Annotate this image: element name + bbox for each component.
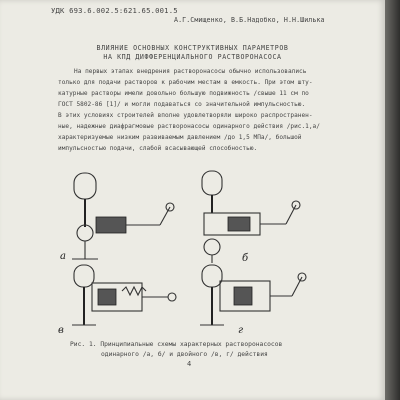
scheme-g (200, 265, 306, 336)
scheme-b (202, 171, 300, 264)
body-line: На первых этапах внедрения растворонасосы обычно использовались (74, 68, 307, 75)
figure-label-a: а (60, 251, 66, 262)
body-line: импульсностью подачи, слабой всасывающей способностью. (58, 145, 258, 152)
body-line: только для подачи растворов к рабочим местам в емкость. При этом шту- (58, 79, 313, 86)
page-number: 4 (187, 360, 192, 368)
figure-caption-line-1: Рис. 1. Принципиальные схемы характерных растворонасосов (70, 341, 283, 348)
title-line-1: ВЛИЯНИЕ ОСНОВНЫХ КОНСТРУКТИВНЫХ ПАРАМЕТРОВ (96, 44, 289, 52)
body-line: В этих условиях строителей вполне удовлетворяли широко распространен- (58, 112, 313, 119)
body-line: ГОСТ 5802-86 [1]/ и могли подаваться со значительной импульсностью. (58, 101, 306, 108)
udk-code: УДК 693.6.002.5:621.65.001.5 (51, 6, 178, 15)
scheme-a (60, 173, 174, 262)
book-edge-shadow (385, 0, 400, 400)
figure-label-v: в (58, 325, 64, 336)
scheme-v (58, 265, 176, 336)
pump-schematics-figure (52, 165, 312, 340)
body-line: характеризуемые низким развиваемым давлением /до 1,5 МПа/, большой (58, 134, 302, 141)
figure-caption-line-2: одинарного /а, б/ и двойного /в, г/ действия (101, 351, 268, 358)
figure-label-g: г (238, 325, 244, 336)
body-line: ные, надежные диафрагмовые растворонасосы одинарного действия /рис.1,а/ (58, 123, 320, 130)
body-line: катурные растворы имели довольно большую подвижность /свыше 11 см по (58, 90, 309, 97)
figure-label-b: б (242, 253, 249, 264)
title-line-2: НА КПД ДИФФЕРЕНЦИАЛЬНОГО РАСТВОРОНАСОСА (103, 53, 282, 61)
authors: А.Г.Смищенко, В.Б.Надобко, Н.Н.Шилька (174, 16, 325, 24)
